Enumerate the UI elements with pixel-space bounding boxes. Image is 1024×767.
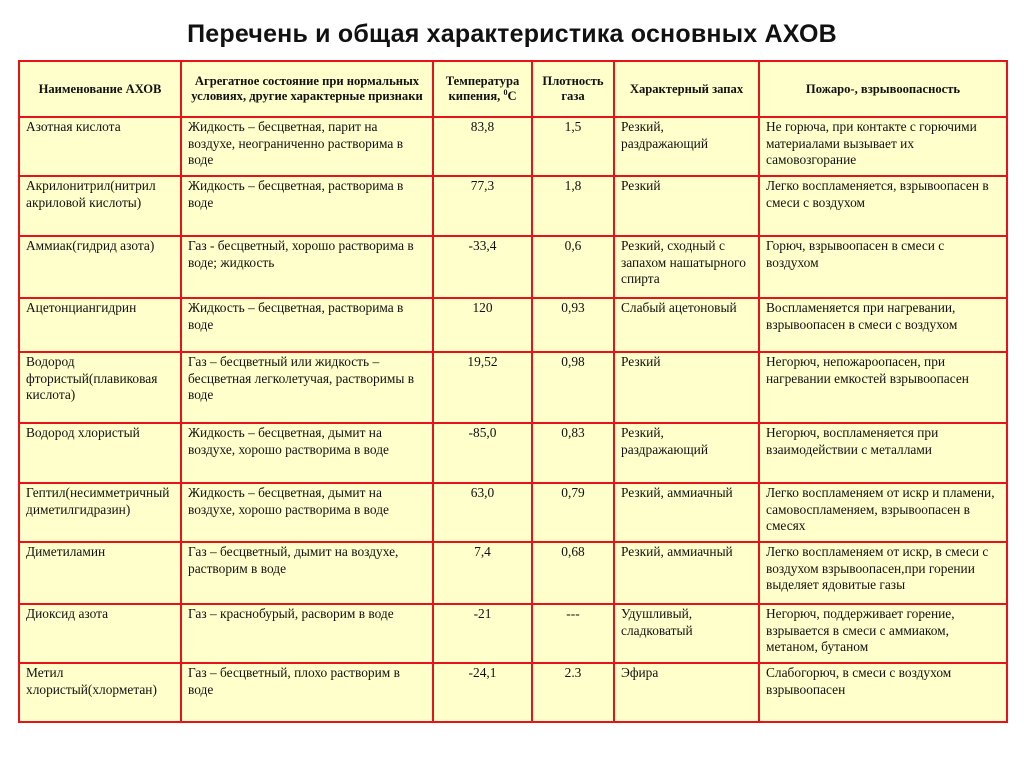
- cell-density: 0,83: [532, 423, 614, 483]
- cell-temperature: 77,3: [433, 176, 532, 236]
- cell-name: Водород фтористый(плавиковая кислота): [19, 352, 181, 423]
- cell-name: Водород хлористый: [19, 423, 181, 483]
- table-header-row: [19, 61, 1007, 117]
- cell-state: Жидкость – бесцветная, дымит на воздухе, хорошо растворима в воде: [181, 423, 433, 483]
- cell-fire: Негорюч, воспламеняется при взаимодействии с металлами: [759, 423, 1007, 483]
- cell-state: Газ – бесцветный, дымит на воздухе, растворим в воде: [181, 542, 433, 604]
- cell-temperature: -24,1: [433, 663, 532, 722]
- cell-temperature: 7,4: [433, 542, 532, 604]
- cell-state: Жидкость – бесцветная, парит на воздухе, неограниченно растворима в воде: [181, 117, 433, 176]
- cell-state: Жидкость – бесцветная, дымит на воздухе, хорошо растворима в воде: [181, 483, 433, 542]
- cell-temperature: 120: [433, 298, 532, 352]
- cell-smell: Слабый ацетоновый: [614, 298, 759, 352]
- cell-name: Ацетонциангидрин: [19, 298, 181, 352]
- cell-smell: Эфира: [614, 663, 759, 722]
- table-row: [19, 663, 1007, 722]
- cell-temperature: -33,4: [433, 236, 532, 298]
- cell-smell: Резкий, раздражающий: [614, 423, 759, 483]
- table-row: [19, 352, 1007, 423]
- cell-density: ---: [532, 604, 614, 663]
- cell-state: Жидкость – бесцветная, растворима в воде: [181, 298, 433, 352]
- cell-temperature: 83,8: [433, 117, 532, 176]
- cell-density: 0,79: [532, 483, 614, 542]
- cell-smell: Резкий: [614, 176, 759, 236]
- cell-state: Жидкость – бесцветная, растворима в воде: [181, 176, 433, 236]
- cell-temperature: 63,0: [433, 483, 532, 542]
- cell-smell: Резкий, раздражающий: [614, 117, 759, 176]
- cell-name: Аммиак(гидрид азота): [19, 236, 181, 298]
- table-row: [19, 604, 1007, 663]
- cell-temperature: -21: [433, 604, 532, 663]
- header-temperature: [433, 61, 532, 117]
- cell-state: Газ – краснобурый, расворим в воде: [181, 604, 433, 663]
- cell-name: Азотная кислота: [19, 117, 181, 176]
- cell-fire: Легко воспламеняем от искр, в смеси с воздухом взрывоопасен,при горении выделяет ядовитые газы: [759, 542, 1007, 604]
- cell-fire: Негорюч, поддерживает горение, взрывается в смеси с аммиаком, метаном, бутаном: [759, 604, 1007, 663]
- cell-fire: Легко воспламеняем от искр и пламени, самовоспламеняем, взрывоопасен в смесях: [759, 483, 1007, 542]
- cell-name: Метил хлористый(хлорметан): [19, 663, 181, 722]
- cell-fire: Слабогорюч, в смеси с воздухом взрывоопасен: [759, 663, 1007, 722]
- cell-fire: Легко воспламеняется, взрывоопасен в смеси с воздухом: [759, 176, 1007, 236]
- table-row: [19, 542, 1007, 604]
- table-row: [19, 423, 1007, 483]
- cell-fire: Не горюча, при контакте с горючими материалами вызывает их самовозгорание: [759, 117, 1007, 176]
- cell-smell: Резкий: [614, 352, 759, 423]
- cell-state: Газ – бесцветный или жидкость – бесцветная легколетучая, растворимы в воде: [181, 352, 433, 423]
- cell-smell: Удушливый, сладковатый: [614, 604, 759, 663]
- cell-state: Газ - бесцветный, хорошо растворима в воде; жидкость: [181, 236, 433, 298]
- cell-name: Диоксид азота: [19, 604, 181, 663]
- header-smell: Характерный запах: [614, 61, 759, 117]
- header-state: Агрегатное состояние при нормальных условиях, другие характерные признаки: [181, 61, 433, 117]
- table-row: [19, 117, 1007, 176]
- cell-fire: Негорюч, непожароопасен, при нагревании емкостей взрывоопасен: [759, 352, 1007, 423]
- cell-temperature: -85,0: [433, 423, 532, 483]
- cell-name: Акрилонитрил(нитрил акриловой кислоты): [19, 176, 181, 236]
- cell-smell: Резкий, сходный с запахом нашатырного спирта: [614, 236, 759, 298]
- cell-density: 0,98: [532, 352, 614, 423]
- cell-name: Гептил(несимметричный диметилгидразин): [19, 483, 181, 542]
- cell-name: Диметиламин: [19, 542, 181, 604]
- cell-state: Газ – бесцветный, плохо растворим в воде: [181, 663, 433, 722]
- cell-density: 0,68: [532, 542, 614, 604]
- header-density: Плотность газа: [532, 61, 614, 117]
- cell-density: 0,6: [532, 236, 614, 298]
- cell-fire: Воспламеняется при нагревании, взрывоопасен в смеси с воздухом: [759, 298, 1007, 352]
- cell-smell: Резкий, аммиачный: [614, 542, 759, 604]
- cell-smell: Резкий, аммиачный: [614, 483, 759, 542]
- table-row: [19, 176, 1007, 236]
- cell-density: 1,8: [532, 176, 614, 236]
- cell-density: 1,5: [532, 117, 614, 176]
- header-temperature-degree: 0: [503, 88, 508, 97]
- header-temperature-unit: С: [507, 89, 517, 103]
- ahov-table: [18, 60, 1008, 723]
- cell-density: 2.3: [532, 663, 614, 722]
- header-fire: Пожаро-, взрывоопасность: [759, 61, 1007, 117]
- cell-temperature: 19,52: [433, 352, 532, 423]
- header-temperature-text: Температура кипения,: [445, 74, 520, 103]
- header-name: Наименование АХОВ: [19, 61, 181, 117]
- cell-density: 0,93: [532, 298, 614, 352]
- table-row: [19, 298, 1007, 352]
- cell-fire: Горюч, взрывоопасен в смеси с воздухом: [759, 236, 1007, 298]
- table-row: [19, 483, 1007, 542]
- table-row: [19, 236, 1007, 298]
- page-title: Перечень и общая характеристика основных АХОВ: [187, 20, 837, 48]
